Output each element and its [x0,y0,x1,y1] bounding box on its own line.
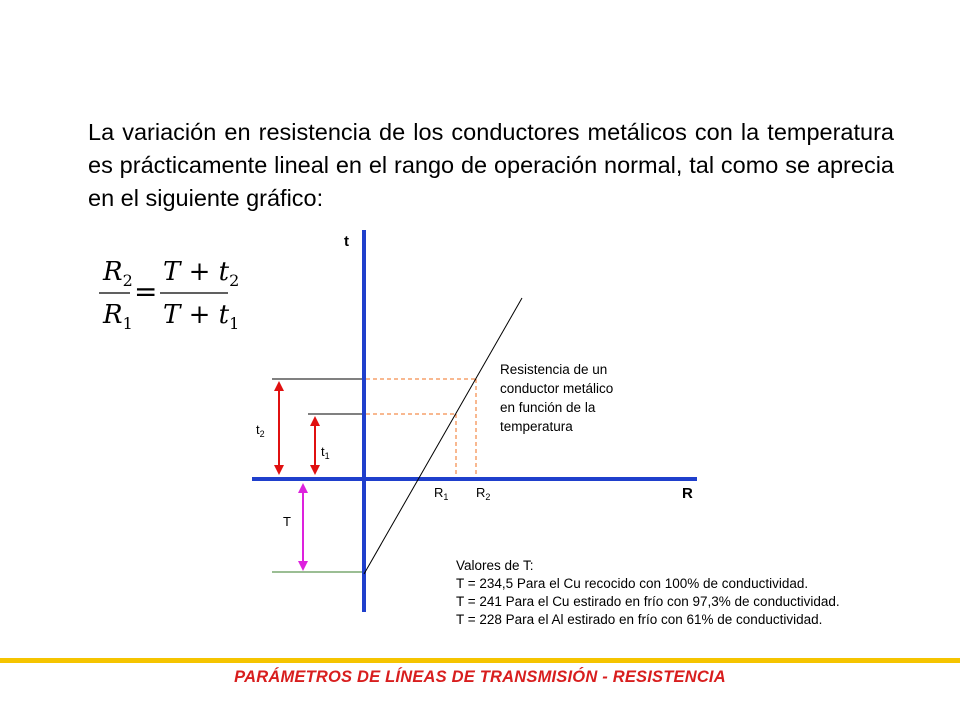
footer-title: PARÁMETROS DE LÍNEAS DE TRANSMISIÓN - RESISTENCIA [234,668,726,686]
t-values-list [456,558,840,627]
intro-paragraph: La variación en resistencia de los conductores metálicos con la temperatura es prácticamente lineal en el rango de operación normal, tal como se aprecia en el siguiente gráfico: [88,119,894,211]
t-values-line: T = 228 Para el Al estirado en frío con 61% de conductividad. [456,612,823,627]
formula-rhs-denominator: $T + t_1$ [163,300,240,333]
t-values-line: T = 234,5 Para el Cu recocido con 100% de conductividad. [456,576,809,591]
formula-lhs-denominator: $R_1$ [103,300,133,333]
label-R1: $R_1$ [434,485,449,502]
formula-rhs-numerator: $T + t_2$ [163,257,240,290]
t-axis-label: t [344,233,349,250]
resistance-line [364,298,522,574]
formula-lhs-numerator: $R_2$ [103,257,133,290]
annotation-line: Resistencia de un [500,362,608,377]
label-t2: $t_2$ [256,422,265,439]
t-values-line: Valores de T: [456,558,534,573]
label-T: T [283,514,291,529]
annotation-line: temperatura [500,419,573,434]
footer-divider [0,658,960,663]
t-values-line: T = 241 Para el Cu estirado en frío con 97,3% de conductividad. [456,594,840,609]
annotation-line: conductor metálico [500,381,614,396]
annotation-line: en función de la [500,400,596,415]
label-R2: $R_2$ [476,485,491,502]
formula-equals: = [134,275,158,308]
projection-lines [366,379,476,476]
line-annotation [500,362,613,434]
label-t1: $t_1$ [321,444,330,461]
resistance-ratio-formula [99,257,239,333]
r-axis-label: R [682,485,693,502]
